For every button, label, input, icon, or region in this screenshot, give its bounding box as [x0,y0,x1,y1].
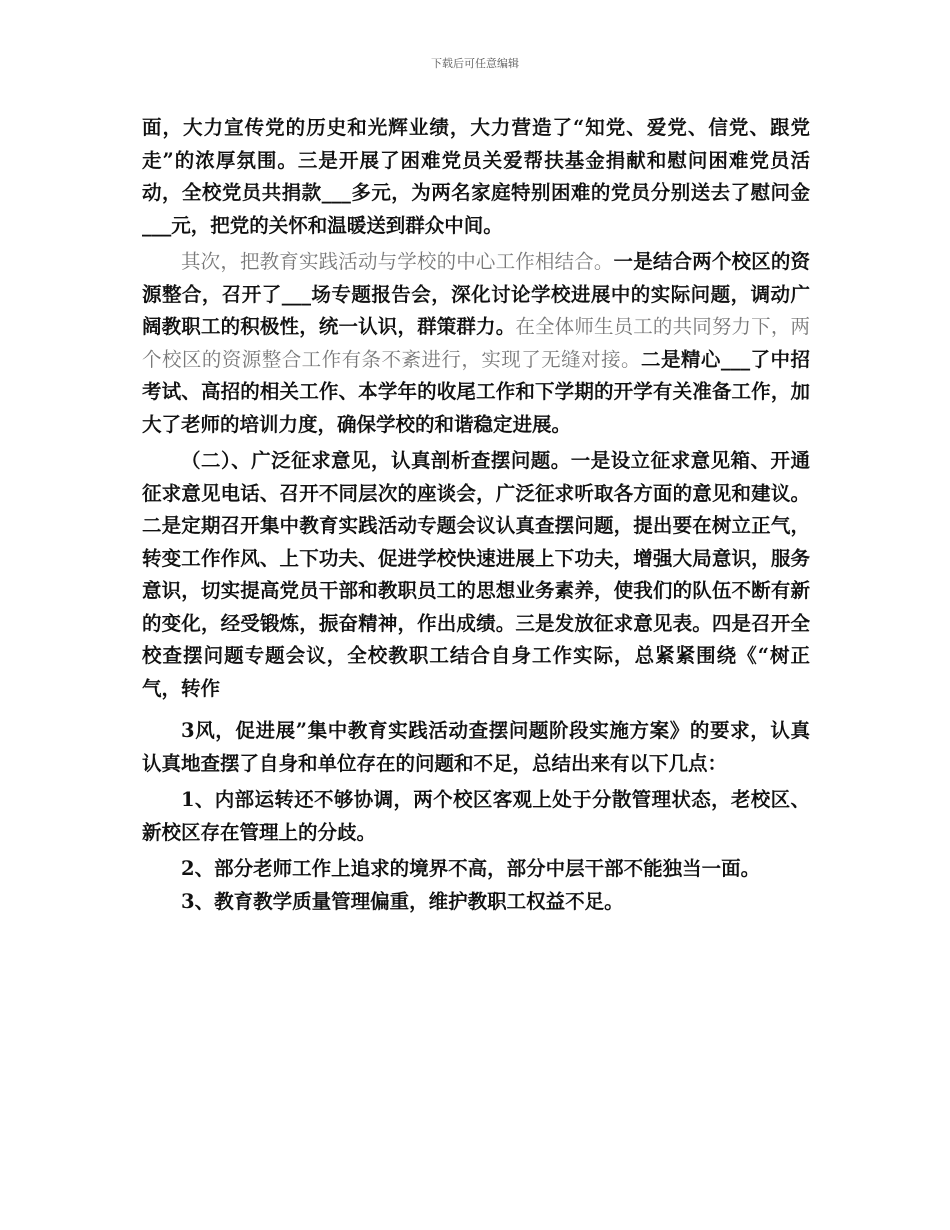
document-body [142,112,810,918]
paragraph-intro-text: 其次，把教育实践活动与学校的中心工作相结合。 [181,250,614,273]
paragraph-part-one: 一是结合两个校区的资源整合，召开了___场专题报告会，深化讨论学校进展中的实际问题，调动广阔教职工的积极性，统一认识，群策群力。 [142,250,810,338]
page-header: 下载后可任意编辑 [431,57,519,70]
paragraph-collect-opinions: （二）、广泛征求意见，认真剖析查摆问题。一是设立征求意见箱、开通征求意见电话、召开不同层次的座谈会，广泛征求听取各方面的意见和建议。二是定期召开集中教育实践活动专题会议认真查摆问题，提出要在树立正气，转变工作作风、上下功夫、促进学校快速进展上下功夫，增强大局意识，服务意识，切实提高党员干部和教职员工的思想业务素养，使我们的队伍不断有新的变化，经受锻炼，振奋精神，作出成绩。三是发放征求意见表。四是召开全校查摆问题专题会议，全校教职工结合自身工作实际，总紧紧围绕《“树正气，转作 [142,449,810,700]
list-item-problem-2: 2、部分老师工作上追求的境界不高，部分中层干部不能独当一面。 [181,857,761,880]
paragraph-party-history: 面，大力宣传党的历史和光辉业绩，大力营造了“知党、爱党、信党、跟党走”的浓厚氛围。三是开展了困难党员关爱帮扶基金捐献和慰问困难党员活动，全校党员共捐款___多元，为两名家庭特别困难的党员分别送去了慰问金___元，把党的关怀和温暖送到群众中间。 [142,116,810,237]
paragraph-part-two: 在全体师生员工的共同努力下，两个校区的资源整合工作有条不紊进行，实现了无缝对接。 [142,315,810,371]
paragraph-problem-summary: 3风，促进展”集中教育实践活动查摆问题阶段实施方案》的要求，认真认真地查摆了自身和单位存在的问题和不足，总结出来有以下几点： [142,719,810,775]
list-item-problem-1: 1、内部运转还不够协调，两个校区客观上处于分散管理状态，老校区、新校区存在管理上的分歧。 [142,788,810,844]
list-item-problem-3: 3、教育教学质量管理偏重，维护教职工权益不足。 [181,889,624,913]
paragraph-part-three: 二是精心___了中招考试、高招的相关工作、本学年的收尾工作和下学期的开学有关准备工作，加大了老师的培训力度，确保学校的和谐稳定进展。 [142,347,810,436]
paragraph-central-work [142,246,810,441]
